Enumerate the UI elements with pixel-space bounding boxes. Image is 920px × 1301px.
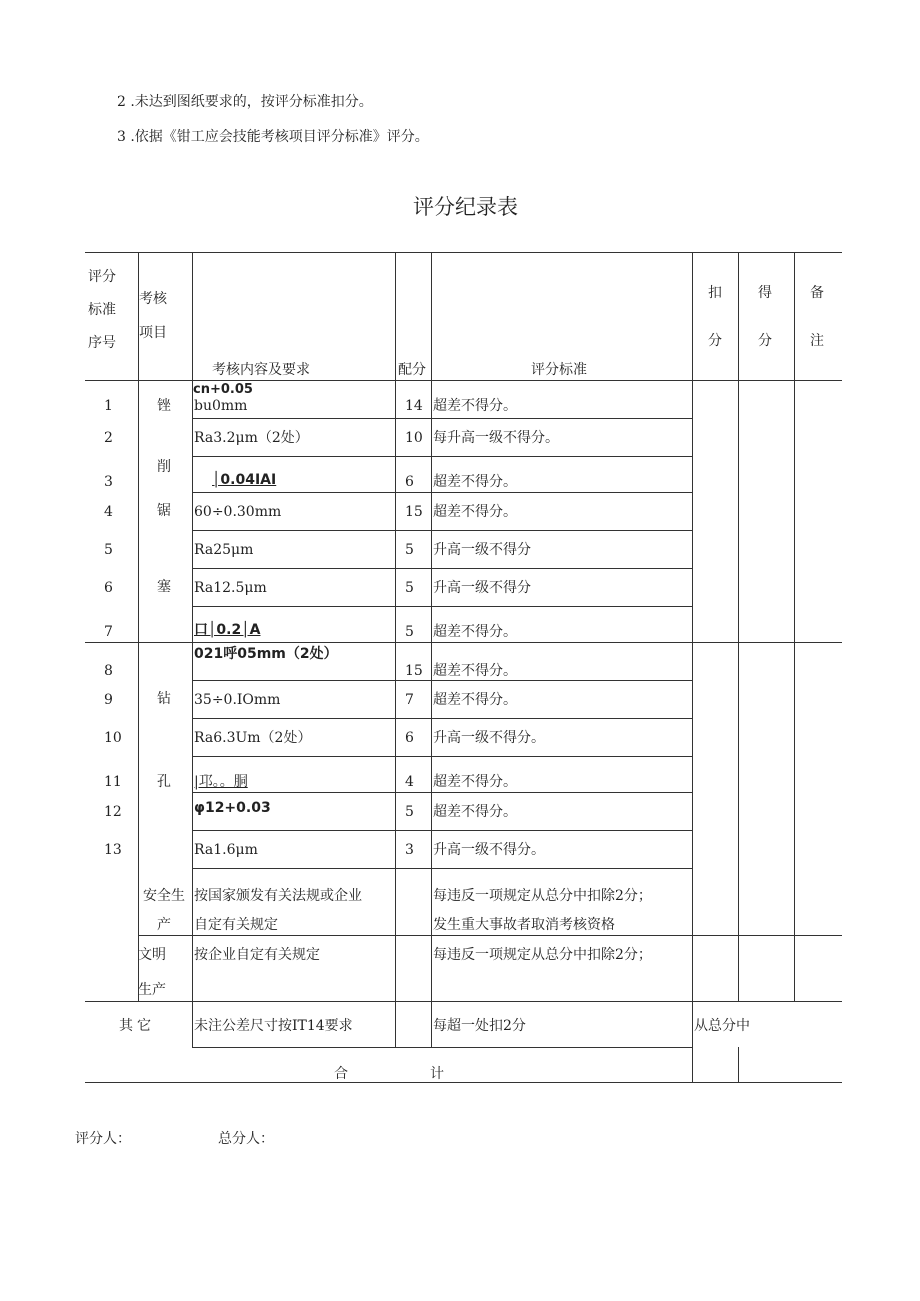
col-divider — [431, 252, 432, 1047]
row-divider — [192, 530, 692, 531]
header-item-1: 考核 — [139, 291, 167, 307]
group-ju-1: 锯 — [157, 503, 171, 519]
safety-criteria-2: 发生重大事故者取消考核资格 — [433, 917, 615, 933]
row-criteria: 超差不得分。 — [433, 692, 517, 708]
row-divider — [192, 680, 692, 681]
col-divider — [692, 252, 693, 1082]
civil-item-1: 文明 — [138, 947, 166, 963]
group-cuo-2: 削 — [157, 459, 171, 475]
row-divider — [192, 718, 692, 719]
row-content: Ra1.6μm — [194, 842, 258, 858]
row-content: φ12+0.03 — [194, 800, 271, 816]
row-content: bu0mm — [194, 398, 248, 414]
row-points: 6 — [405, 730, 414, 746]
other-content: 未注公差尺寸按IT14要求 — [194, 1018, 353, 1034]
row-points: 5 — [405, 624, 414, 640]
group-zuan-1: 钻 — [157, 691, 171, 707]
table-bottom-border — [85, 1082, 842, 1083]
row-content: 60÷0.30mm — [194, 504, 282, 520]
col-divider — [738, 252, 739, 1001]
group-ju-2: 塞 — [157, 579, 171, 595]
other-item: 其它 — [119, 1018, 155, 1034]
row-criteria: 超差不得分。 — [433, 804, 517, 820]
total-label-b: 计 — [430, 1066, 444, 1082]
row-points: 3 — [405, 842, 414, 858]
row-criteria: 超差不得分。 — [433, 663, 517, 679]
row-content: |邛。。胴 — [194, 774, 248, 790]
row-criteria: 超差不得分。 — [433, 398, 517, 414]
row-divider — [192, 830, 692, 831]
row-criteria: 超差不得分。 — [433, 624, 517, 640]
other-deduct: 从总分中 — [694, 1018, 750, 1034]
col-divider — [738, 1047, 739, 1082]
header-score-1: 得 — [758, 285, 772, 301]
row-divider — [192, 418, 692, 419]
row-divider — [138, 935, 842, 936]
header-remark-1: 备 — [810, 285, 824, 301]
row-divider — [192, 756, 692, 757]
safety-item-1: 安全生 — [143, 888, 185, 904]
header-bottom-border — [85, 380, 842, 381]
header-seq-1: 评分 — [88, 269, 116, 285]
note-3: 3 .依据《钳工应会技能考核项目评分标准》评分。 — [117, 129, 429, 145]
header-content: 考核内容及要求 — [212, 362, 310, 378]
row-criteria: 超差不得分。 — [433, 504, 517, 520]
row-points: 5 — [405, 580, 414, 596]
row-content: Ra12.5μm — [194, 580, 267, 596]
other-criteria: 每超一处扣2分 — [433, 1018, 526, 1034]
row-criteria: 升高一级不得分 — [433, 580, 531, 596]
row-points: 6 — [405, 474, 414, 490]
row-no: 1 — [104, 398, 113, 414]
safety-content-1: 按国家颁发有关法规或企业 — [194, 888, 362, 904]
row-points: 5 — [405, 542, 414, 558]
col-divider — [192, 252, 193, 1047]
header-seq-3: 序号 — [88, 335, 116, 351]
col-divider — [395, 252, 396, 1047]
row-no: 11 — [104, 774, 122, 790]
group-cuo-1: 锉 — [157, 398, 171, 414]
header-deduct-2: 分 — [708, 333, 722, 349]
civil-content: 按企业自定有关规定 — [194, 947, 320, 963]
row-criteria: 升高一级不得分 — [433, 542, 531, 558]
group-zuan-2: 孔 — [157, 774, 171, 790]
group-divider — [85, 642, 842, 643]
safety-criteria-1: 每违反一项规定从总分中扣除2分； — [433, 888, 652, 904]
header-item-2: 项目 — [139, 325, 167, 341]
row-criteria: 升高一级不得分。 — [433, 842, 545, 858]
other-top-border — [85, 1001, 842, 1002]
row-content: 口│0.2│A — [194, 622, 261, 638]
row-points: 5 — [405, 804, 414, 820]
row-divider — [192, 568, 692, 569]
row-points: 10 — [405, 430, 423, 446]
row-points: 14 — [405, 398, 423, 414]
total-label-a: 合 — [334, 1066, 348, 1082]
header-score-2: 分 — [758, 333, 772, 349]
total-scorer-label: 总分人： — [218, 1131, 274, 1147]
safety-item-2: 产 — [157, 917, 171, 933]
row-no: 2 — [104, 430, 113, 446]
row-points: 4 — [405, 774, 414, 790]
row-no: 6 — [104, 580, 113, 596]
note-2: 2 .未达到图纸要求的，按评分标准扣分。 — [117, 94, 373, 110]
row-divider — [192, 606, 692, 607]
row-divider — [192, 456, 692, 457]
row-no: 3 — [104, 474, 113, 490]
row-divider — [192, 792, 692, 793]
safety-content-2: 自定有关规定 — [194, 917, 278, 933]
scorer-label: 评分人： — [75, 1131, 131, 1147]
row-content: Ra3.2μm（2处） — [194, 430, 309, 446]
row-content: Ra6.3Um（2处） — [194, 730, 312, 746]
civil-item-2: 生产 — [138, 982, 166, 998]
row-no: 8 — [104, 663, 113, 679]
row-content: 35÷0.IOmm — [194, 692, 281, 708]
header-seq-2: 标准 — [88, 302, 116, 318]
row-divider — [192, 1047, 692, 1048]
row-criteria: 升高一级不得分。 — [433, 730, 545, 746]
header-criteria: 评分标准 — [531, 362, 587, 378]
row-points: 7 — [405, 692, 414, 708]
row-points: 15 — [405, 663, 423, 679]
civil-criteria: 每违反一项规定从总分中扣除2分； — [433, 947, 652, 963]
header-deduct-1: 扣 — [708, 285, 722, 301]
row-divider — [192, 868, 692, 869]
row-content: │0.04IAI — [212, 472, 277, 488]
row-no: 7 — [104, 624, 113, 640]
row-criteria: 超差不得分。 — [433, 774, 517, 790]
row-content: 021呼05mm（2处） — [194, 646, 338, 662]
row-divider — [192, 492, 692, 493]
row-no: 10 — [104, 730, 122, 746]
page-title: 评分纪录表 — [413, 195, 518, 219]
row-criteria: 超差不得分。 — [433, 474, 517, 490]
col-divider — [138, 252, 139, 1001]
row-points: 15 — [405, 504, 423, 520]
table-top-border — [85, 252, 842, 253]
row-no: 9 — [104, 692, 113, 708]
row-no: 12 — [104, 804, 122, 820]
header-points: 配分 — [398, 362, 426, 378]
row-tolerance: cn+0.05 — [193, 382, 253, 397]
row-criteria: 每升高一级不得分。 — [433, 430, 559, 446]
header-remark-2: 注 — [810, 333, 824, 349]
row-no: 5 — [104, 542, 113, 558]
col-divider — [794, 252, 795, 1001]
row-content: Ra25μm — [194, 542, 254, 558]
row-no: 13 — [104, 842, 122, 858]
row-no: 4 — [104, 504, 113, 520]
